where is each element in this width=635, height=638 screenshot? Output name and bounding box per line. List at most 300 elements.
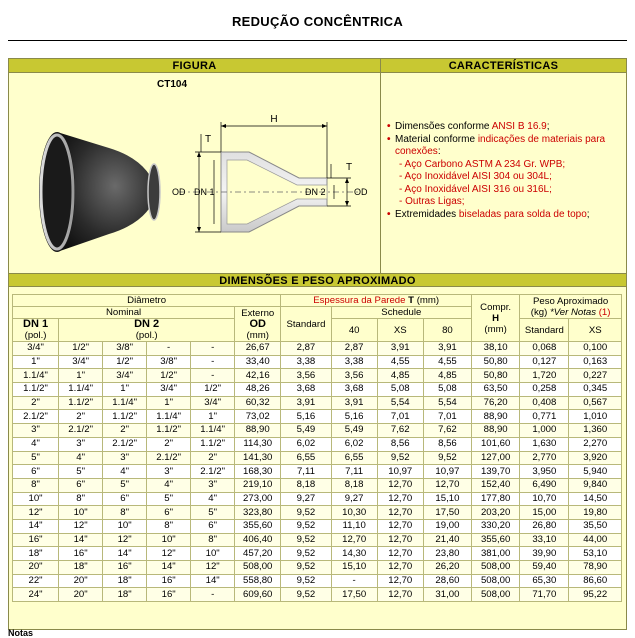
table-cell: 1.1/2" (147, 424, 191, 438)
table-row (13, 451, 622, 465)
hdr-peso: Peso Aproximado (kg) *Ver Notas (1) (520, 295, 622, 319)
table-row (13, 588, 622, 602)
table-cell: 3" (13, 424, 59, 438)
notes-label: Notas (8, 628, 34, 638)
table-cell: 65,30 (520, 574, 569, 588)
table-cell: 1/2" (191, 383, 235, 397)
table-cell: 609,60 (235, 588, 281, 602)
char-item-dimensions: • Dimensões conforme ANSI B 16.9; (387, 121, 550, 132)
table-cell: 11,10 (331, 519, 377, 533)
table-cell: 1.1/4" (59, 383, 103, 397)
table-cell: 12" (59, 519, 103, 533)
table-cell: 3,91 (423, 342, 471, 356)
table-cell: 1.1/4" (13, 369, 59, 383)
table-cell: 6" (103, 492, 147, 506)
table-cell: 3/8" (147, 355, 191, 369)
table-cell: 16" (59, 547, 103, 561)
table-cell: 5,49 (331, 424, 377, 438)
table-cell: 4" (13, 437, 59, 451)
table-cell: 2,770 (520, 451, 569, 465)
table-cell: 50,80 (472, 355, 520, 369)
table-row (13, 533, 622, 547)
table-cell: 355,60 (472, 533, 520, 547)
table-cell: 1.1/4" (147, 410, 191, 424)
table-cell: 1" (59, 369, 103, 383)
char-item-material: • Material conforme indicações de materiais para conexões: (387, 133, 606, 157)
table-cell: 12,70 (377, 492, 423, 506)
table-cell: 1,720 (520, 369, 569, 383)
table-cell: 5,49 (281, 424, 331, 438)
table-cell: 10" (147, 533, 191, 547)
table-cell: 2,87 (331, 342, 377, 356)
table-cell: 9,52 (281, 547, 331, 561)
table-cell: 14" (191, 574, 235, 588)
table-cell: 31,00 (423, 588, 471, 602)
hdr-standard: Standard (281, 307, 331, 342)
dim-dn1-label: DN 1 (194, 187, 215, 197)
table-cell: 9,27 (281, 492, 331, 506)
table-cell: 10" (13, 492, 59, 506)
table-cell: 33,10 (520, 533, 569, 547)
table-cell: 5" (59, 465, 103, 479)
table-cell: 3,56 (331, 369, 377, 383)
dim-t1-label: T (205, 134, 212, 145)
table-cell: 1,000 (520, 424, 569, 438)
table-cell: 14,30 (331, 547, 377, 561)
table-cell: 12,70 (377, 519, 423, 533)
table-cell: 60,32 (235, 396, 281, 410)
table-cell: 18" (103, 574, 147, 588)
table-cell: 7,01 (423, 410, 471, 424)
table-cell: 9,52 (377, 451, 423, 465)
table-cell: 9,52 (281, 506, 331, 520)
char-sub-item: - Outras Ligas; (399, 196, 465, 207)
table-cell: 3" (103, 451, 147, 465)
table-cell: 15,10 (331, 561, 377, 575)
table-cell: 1.1/2" (59, 396, 103, 410)
table-cell: 12" (191, 561, 235, 575)
table-cell: 0,163 (569, 355, 622, 369)
table-cell: 2.1/2" (13, 410, 59, 424)
table-cell: 8,56 (377, 437, 423, 451)
table-cell: 1" (191, 410, 235, 424)
table-cell: 5,54 (377, 396, 423, 410)
table-cell: 22" (13, 574, 59, 588)
table-cell: 177,80 (472, 492, 520, 506)
table-cell: 6,490 (520, 478, 569, 492)
table-cell: 7,11 (281, 465, 331, 479)
table-row (13, 506, 622, 520)
characteristics-header: CARACTERÍSTICAS (381, 59, 626, 73)
table-cell: 12,70 (377, 547, 423, 561)
table-cell: 95,22 (569, 588, 622, 602)
table-row (13, 424, 622, 438)
table-cell: 355,60 (235, 519, 281, 533)
table-cell: 5" (191, 506, 235, 520)
table-cell: 2,270 (569, 437, 622, 451)
table-cell: 0,227 (569, 369, 622, 383)
table-cell: 3,38 (281, 355, 331, 369)
table-cell: 3" (147, 465, 191, 479)
table-cell: 10" (191, 547, 235, 561)
table-cell: 71,70 (520, 588, 569, 602)
table-cell: - (191, 355, 235, 369)
table-cell: 5" (147, 492, 191, 506)
table-row (13, 478, 622, 492)
table-cell: 12,70 (377, 478, 423, 492)
table-cell: 219,10 (235, 478, 281, 492)
table-cell: 76,20 (472, 396, 520, 410)
table-cell: 1/2" (59, 342, 103, 356)
table-cell: 26,67 (235, 342, 281, 356)
dimensions-body (13, 342, 622, 602)
table-row (13, 547, 622, 561)
table-cell: 6,55 (331, 451, 377, 465)
table-cell: 2" (103, 424, 147, 438)
table-cell: 5,08 (377, 383, 423, 397)
table-cell: 6,02 (331, 437, 377, 451)
table-cell: 12,70 (331, 533, 377, 547)
table-cell: 1.1/2" (103, 410, 147, 424)
table-cell: 1" (147, 396, 191, 410)
dim-t2-label: T (346, 162, 353, 173)
table-cell: 1.1/4" (103, 396, 147, 410)
hdr-sch80: 80 (423, 319, 471, 342)
table-cell: 3/4" (13, 342, 59, 356)
table-cell: 14" (59, 533, 103, 547)
table-cell: 7,01 (377, 410, 423, 424)
table-cell: 88,90 (235, 424, 281, 438)
table-cell: 3" (59, 437, 103, 451)
table-cell: - (331, 574, 377, 588)
table-cell: 10,97 (423, 465, 471, 479)
table-row (13, 383, 622, 397)
table-cell: 8,18 (281, 478, 331, 492)
table-cell: 323,80 (235, 506, 281, 520)
table-cell: 18" (59, 561, 103, 575)
table-row (13, 437, 622, 451)
table-cell: 50,80 (472, 369, 520, 383)
table-cell: 0,345 (569, 383, 622, 397)
figure-code: CT104 (157, 79, 188, 90)
table-cell: 4,55 (377, 355, 423, 369)
table-cell: 2.1/2" (103, 437, 147, 451)
hdr-dn1: DN 1 (pol.) (13, 319, 59, 342)
table-cell: 6" (59, 478, 103, 492)
table-cell: 8" (147, 519, 191, 533)
table-cell: 17,50 (423, 506, 471, 520)
table-cell: 3/4" (147, 383, 191, 397)
table-cell: 3/4" (59, 355, 103, 369)
table-cell: 26,80 (520, 519, 569, 533)
table-cell: 508,00 (472, 588, 520, 602)
table-cell: 14" (13, 519, 59, 533)
hdr-nominal: Nominal (13, 307, 235, 319)
title-rule (8, 40, 627, 41)
table-cell: 10,97 (377, 465, 423, 479)
char-item-ends: • Extremidades biseladas para solda de topo; (387, 208, 590, 220)
table-cell: 2" (13, 396, 59, 410)
table-row (13, 574, 622, 588)
table-cell: 35,50 (569, 519, 622, 533)
table-cell: 6" (191, 519, 235, 533)
table-cell: 18" (13, 547, 59, 561)
table-cell: 88,90 (472, 410, 520, 424)
table-cell: 3,91 (331, 396, 377, 410)
table-cell: 1,010 (569, 410, 622, 424)
table-cell: 20" (59, 588, 103, 602)
table-cell: - (191, 342, 235, 356)
table-cell: 8" (191, 533, 235, 547)
table-cell: 1.1/2" (13, 383, 59, 397)
table-cell: 3,950 (520, 465, 569, 479)
table-cell: 6,02 (281, 437, 331, 451)
table-cell: 0,127 (520, 355, 569, 369)
table-cell: 1,360 (569, 424, 622, 438)
table-cell: 12" (103, 533, 147, 547)
table-cell: 9,27 (331, 492, 377, 506)
table-cell: 12,70 (377, 574, 423, 588)
table-cell: 1/2" (147, 369, 191, 383)
table-cell: 9,52 (423, 451, 471, 465)
table-cell: 3,91 (377, 342, 423, 356)
table-cell: 38,10 (472, 342, 520, 356)
table-cell: 508,00 (472, 574, 520, 588)
table-cell: 39,90 (520, 547, 569, 561)
table-cell: 457,20 (235, 547, 281, 561)
table-cell: 3" (191, 478, 235, 492)
dim-h-label: H (270, 114, 278, 125)
dim-od1-label: OD (172, 187, 186, 197)
table-cell: 23,80 (423, 547, 471, 561)
table-cell: 5,16 (331, 410, 377, 424)
table-cell: 9,52 (281, 533, 331, 547)
table-cell: 2.1/2" (191, 465, 235, 479)
table-cell: 14" (103, 547, 147, 561)
table-cell: 12,70 (377, 588, 423, 602)
table-cell: 4" (147, 478, 191, 492)
table-cell: 48,26 (235, 383, 281, 397)
table-cell: 4" (103, 465, 147, 479)
table-cell: 16" (13, 533, 59, 547)
table-cell: 44,00 (569, 533, 622, 547)
table-cell: 16" (147, 588, 191, 602)
table-cell: 406,40 (235, 533, 281, 547)
table-cell: 5" (103, 478, 147, 492)
table-cell: 9,52 (281, 519, 331, 533)
table-cell: 10" (59, 506, 103, 520)
table-cell: 330,20 (472, 519, 520, 533)
table-cell: 508,00 (235, 561, 281, 575)
hdr-peso-std: Standard (520, 319, 569, 342)
table-cell: 2" (147, 437, 191, 451)
table-cell: 2.1/2" (147, 451, 191, 465)
table-row (13, 519, 622, 533)
table-cell: 3,920 (569, 451, 622, 465)
reducer-photo (39, 132, 160, 252)
table-cell: 101,60 (472, 437, 520, 451)
table-cell: 17,50 (331, 588, 377, 602)
table-cell: 16" (103, 561, 147, 575)
table-cell: 53,10 (569, 547, 622, 561)
table-cell: 3,68 (281, 383, 331, 397)
table-cell: 12" (13, 506, 59, 520)
table-cell: 5,54 (423, 396, 471, 410)
table-cell: 1/2" (103, 355, 147, 369)
table-cell: 12" (147, 547, 191, 561)
table-cell: 1.1/2" (191, 437, 235, 451)
dimensions-header: DIMENSÕES E PESO APROXIMADO (9, 273, 626, 287)
table-cell: - (147, 342, 191, 356)
table-cell: 273,00 (235, 492, 281, 506)
table-row (13, 465, 622, 479)
table-cell: 0,068 (520, 342, 569, 356)
table-cell: 2" (59, 410, 103, 424)
table-cell: 12,70 (377, 561, 423, 575)
table-cell: 19,00 (423, 519, 471, 533)
table-cell: 21,40 (423, 533, 471, 547)
spec-sheet (8, 58, 627, 630)
reducer-figure (9, 74, 379, 272)
table-row (13, 369, 622, 383)
table-cell: 73,02 (235, 410, 281, 424)
table-cell: 3/4" (191, 396, 235, 410)
table-cell: 3,68 (331, 383, 377, 397)
dimensions-table (12, 294, 622, 602)
table-cell: 4,55 (423, 355, 471, 369)
table-cell: 2" (191, 451, 235, 465)
table-cell: 8" (103, 506, 147, 520)
table-cell: 5,940 (569, 465, 622, 479)
table-cell: 2.1/2" (59, 424, 103, 438)
table-cell: 59,40 (520, 561, 569, 575)
table-cell: 88,90 (472, 424, 520, 438)
table-cell: 508,00 (472, 561, 520, 575)
table-cell: 20" (13, 561, 59, 575)
table-cell: 16" (147, 574, 191, 588)
table-row (13, 410, 622, 424)
dim-od2-label: OD (354, 187, 368, 197)
table-cell: 42,16 (235, 369, 281, 383)
table-row (13, 492, 622, 506)
table-cell: 78,90 (569, 561, 622, 575)
table-cell: 3/4" (103, 369, 147, 383)
table-cell: 4" (191, 492, 235, 506)
table-cell: 10" (103, 519, 147, 533)
table-cell: 14" (147, 561, 191, 575)
table-row (13, 561, 622, 575)
table-cell: 2,87 (281, 342, 331, 356)
table-cell: 63,50 (472, 383, 520, 397)
table-cell: 203,20 (472, 506, 520, 520)
table-cell: 4,85 (377, 369, 423, 383)
table-cell: 558,80 (235, 574, 281, 588)
table-cell: 28,60 (423, 574, 471, 588)
table-cell: 12,70 (377, 506, 423, 520)
table-cell: 8" (59, 492, 103, 506)
table-cell: 9,840 (569, 478, 622, 492)
table-cell: 19,80 (569, 506, 622, 520)
dim-dn2-label: DN 2 (305, 187, 326, 197)
table-cell: 8,18 (331, 478, 377, 492)
table-cell: 0,408 (520, 396, 569, 410)
table-cell: 4,85 (423, 369, 471, 383)
table-cell: 3,38 (331, 355, 377, 369)
table-cell: 15,10 (423, 492, 471, 506)
table-cell: 141,30 (235, 451, 281, 465)
panel-divider (380, 59, 381, 273)
table-cell: 0,100 (569, 342, 622, 356)
table-cell: 6" (147, 506, 191, 520)
table-cell: 0,771 (520, 410, 569, 424)
table-cell: 26,20 (423, 561, 471, 575)
hdr-compr: Compr. H (mm) (472, 295, 520, 342)
hdr-dn2: DN 2 (pol.) (59, 319, 235, 342)
table-cell: 152,40 (472, 478, 520, 492)
table-cell: 33,40 (235, 355, 281, 369)
hdr-externo: Externo OD (mm) (235, 307, 281, 342)
table-cell: 9,52 (281, 561, 331, 575)
characteristics-list (389, 121, 623, 221)
table-cell: 1" (13, 355, 59, 369)
figure-header: FIGURA (9, 59, 380, 73)
table-cell: - (191, 588, 235, 602)
table-cell: 168,30 (235, 465, 281, 479)
table-cell: 1" (103, 383, 147, 397)
table-cell: 9,52 (281, 574, 331, 588)
table-cell: 24" (13, 588, 59, 602)
table-cell: 6,55 (281, 451, 331, 465)
table-cell: 0,258 (520, 383, 569, 397)
page-title: REDUÇÃO CONCÊNTRICA (231, 14, 404, 29)
table-cell: 8,56 (423, 437, 471, 451)
table-row (13, 342, 622, 356)
table-cell: 3/8" (103, 342, 147, 356)
table-cell: - (191, 369, 235, 383)
table-cell: 7,62 (377, 424, 423, 438)
table-cell: 4" (59, 451, 103, 465)
table-cell: 7,62 (423, 424, 471, 438)
hdr-schedule: Schedule (331, 307, 471, 319)
table-cell: 8" (13, 478, 59, 492)
table-cell: 5,08 (423, 383, 471, 397)
char-sub-item: - Aço Carbono ASTM A 234 Gr. WPB; (399, 158, 566, 170)
hdr-peso-xs: XS (569, 319, 622, 342)
table-cell: 15,00 (520, 506, 569, 520)
table-cell: 127,00 (472, 451, 520, 465)
table-cell: 18" (103, 588, 147, 602)
table-cell: 14,50 (569, 492, 622, 506)
table-cell: 5,16 (281, 410, 331, 424)
table-cell: 7,11 (331, 465, 377, 479)
table-row (13, 396, 622, 410)
table-cell: 114,30 (235, 437, 281, 451)
char-sub-item: - Aço Inoxidável AISI 304 ou 304L; (399, 171, 552, 182)
hdr-espessura: Espessura da Parede T (mm) (281, 295, 472, 307)
table-cell: 3,56 (281, 369, 331, 383)
table-cell: 0,567 (569, 396, 622, 410)
table-cell: 20" (59, 574, 103, 588)
table-cell: 6" (13, 465, 59, 479)
hdr-diametro: Diâmetro (13, 295, 281, 307)
table-cell: 12,70 (423, 478, 471, 492)
table-cell: 9,52 (281, 588, 331, 602)
table-cell: 1,630 (520, 437, 569, 451)
table-cell: 86,60 (569, 574, 622, 588)
table-cell: 10,30 (331, 506, 377, 520)
table-cell: 139,70 (472, 465, 520, 479)
table-cell: 12,70 (377, 533, 423, 547)
